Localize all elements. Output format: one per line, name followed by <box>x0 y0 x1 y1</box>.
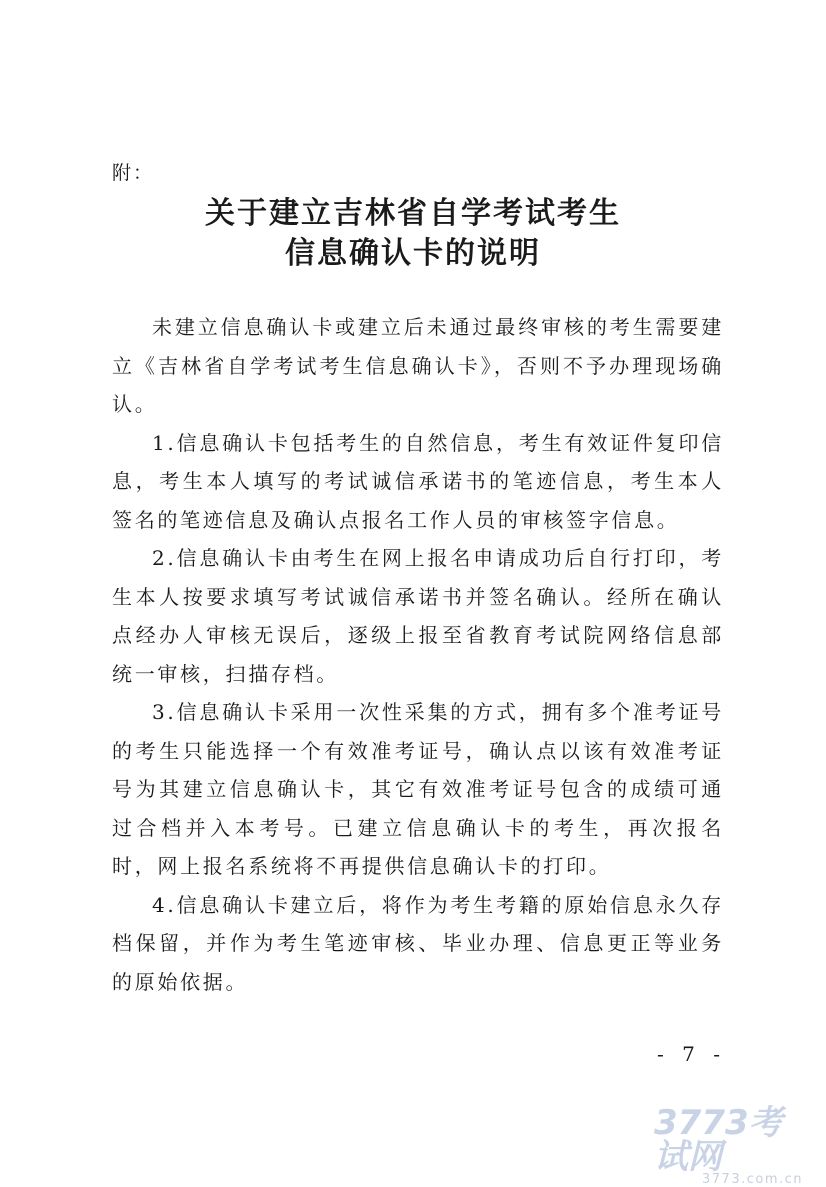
item-paragraph-2: 2.信息确认卡由考生在网上报名申请成功后自行打印，考生本人按要求填写考试诚信承诺书并签名确认。经所在确认点经办人审核无误后，逐级上报至省教育考试院网络信息部统一审核，扫描存档。 <box>112 546 724 686</box>
page-number: - 7 - <box>657 1042 726 1066</box>
document-body <box>112 308 724 1001</box>
site-watermark <box>654 1103 814 1187</box>
watermark-logo: 3773考试网 <box>654 1103 783 1177</box>
intro-paragraph: 未建立信息确认卡或建立后未通过最终审核的考生需要建立《吉林省自学考试考生信息确认卡》，否则不予办理现场确认。 <box>112 315 724 416</box>
document-title-line-2: 信息确认卡的说明 <box>285 236 541 271</box>
attachment-label: 附： <box>112 162 155 184</box>
watermark-url: 3773.com.cn <box>702 1172 803 1187</box>
document-title-line-1: 关于建立吉林省自学考试考生 <box>205 196 621 231</box>
item-paragraph-4: 4.信息确认卡建立后，将作为考生考籍的原始信息永久存档保留，并作为考生笔迹审核、毕业办理、信息更正等业务的原始依据。 <box>112 892 724 994</box>
item-paragraph-3: 3.信息确认卡采用一次性采集的方式，拥有多个准考证号的考生只能选择一个有效准考证号，确认点以该有效准考证号为其建立信息确认卡，其它有效准考证号包含的成绩可通过合档并入本考号。已建立信息确认卡的考生，再次报名时，网上报名系统将不再提供信息确认卡的打印。 <box>112 700 724 878</box>
item-paragraph-1: 1.信息确认卡包括考生的自然信息，考生有效证件复印信息，考生本人填写的考试诚信承诺书的笔迹信息，考生本人签名的笔迹信息及确认点报名工作人员的审核签字信息。 <box>112 430 724 532</box>
